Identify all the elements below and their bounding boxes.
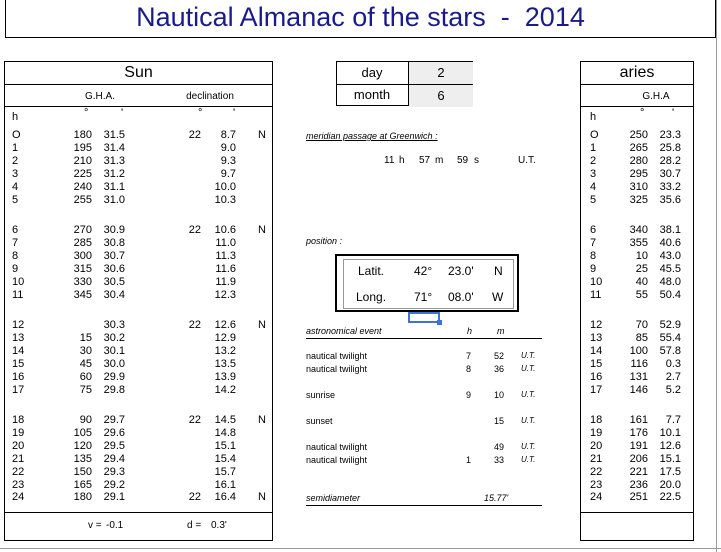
sun-dec-hemisphere: N [258,414,266,426]
sun-dec-min: 15.1 [214,440,236,452]
event-minute: 36 [493,364,504,374]
event-ut: U.T. [521,442,536,451]
sun-hour: 9 [12,263,19,275]
aries-hour: 13 [590,332,603,344]
sun-header: Sun [124,64,153,81]
event-ut: U.T. [521,390,536,399]
event-h-header: h [467,326,473,336]
sun-hour: 12 [12,319,25,331]
aries-gha-min: 35.6 [659,194,681,206]
latitude-degrees[interactable]: 42° [414,264,433,278]
sun-dec-deg: 22 [188,129,201,141]
aries-gha-min: 48.0 [659,276,681,288]
sun-gha-deg: 180 [73,491,92,503]
aries-gha-deg: 206 [629,453,648,465]
aries-hour: 21 [590,453,603,465]
aries-gha-min: 55.4 [659,332,681,344]
aries-gha-min: 17.5 [659,466,681,478]
sun-dec-header: declination [186,91,234,102]
aries-hour: 19 [590,427,603,439]
aries-gha-deg: 250 [629,129,648,141]
aries-gha-min: 15.1 [659,453,681,465]
sun-gha-deg: 150 [73,466,92,478]
aries-header: aries [619,64,655,81]
aries-gha-deg: 355 [629,237,648,249]
aries-gha-deg: 325 [629,194,648,206]
aries-hour: 6 [590,224,597,236]
sun-footer-divider [4,512,273,513]
aries-gha-min: 33.2 [659,181,681,193]
sun-dec-min: 12.6 [214,319,236,331]
aries-gha-min: 40.6 [659,237,681,249]
sun-dec-min: 14.2 [214,384,236,396]
aries-gha-deg: 70 [635,319,648,331]
sun-gha-deg: 285 [73,237,92,249]
aries-gha-deg: 55 [635,289,648,301]
aries-gha-min: 23.3 [659,129,681,141]
sun-dec-min: 11.9 [215,276,236,288]
aries-hour: 8 [590,250,597,262]
aries-hour: 2 [590,155,597,167]
aries-gha-min: 38.1 [659,224,681,236]
sun-dec-deg-label: ° [198,107,203,119]
aries-hour: 12 [590,319,603,331]
event-hour: 9 [465,390,471,400]
semidiameter-underline [306,505,542,506]
event-name: nautical twilight [306,442,368,452]
sun-hour: 5 [12,194,19,206]
sun-gha-deg: 180 [73,129,92,141]
sun-dec-deg: 22 [188,224,201,236]
selected-cell-handle[interactable] [437,320,442,325]
meridian-hours: 11 [384,155,395,166]
sun-dec-hemisphere: N [258,224,266,236]
sun-gha-deg: 330 [73,276,92,288]
sun-gha-min: 30.3 [103,319,125,331]
sun-gha-deg: 90 [79,414,92,426]
sun-gha-deg: 75 [79,384,92,396]
sun-d-label: d = [187,520,202,531]
aries-gha-deg: 116 [630,358,648,370]
sun-dec-deg: 22 [188,319,201,331]
event-minute: 52 [493,351,504,361]
aries-gha-deg: 25 [635,263,648,275]
sun-hour: 24 [12,491,25,503]
sun-gha-min: 30.1 [103,345,125,357]
aries-deg-label: ° [640,107,645,119]
aries-gha-min: 5.2 [665,384,681,396]
sun-hour: 6 [12,224,19,236]
sun-gha-min: 29.1 [103,491,125,503]
sun-hour: 20 [12,440,25,452]
sun-gha-header: G.H.A. [84,91,115,102]
aries-hour: 18 [590,414,603,426]
sun-gha-min: 30.4 [103,289,125,301]
sun-hour: 7 [12,237,19,249]
event-header: astronomical event [306,326,382,336]
sun-gha-min: 29.6 [103,427,125,439]
sun-gha-min: 30.9 [103,224,125,236]
aries-gha-min: 10.1 [659,427,681,439]
aries-hour: 20 [590,440,603,452]
aries-gha-deg: 221 [629,466,648,478]
aries-gha-deg: 161 [629,414,648,426]
sun-hour: O [12,129,21,141]
sun-dec-min: 15.4 [214,453,236,465]
aries-hour: 11 [590,289,602,301]
aries-hour: 16 [590,371,603,383]
aries-min-label: ' [672,107,675,119]
sun-dec-min: 16.4 [214,491,236,503]
sun-gha-min-label: ' [121,107,124,119]
sun-gha-deg: 165 [73,479,92,491]
latitude-label: Latit. [358,264,385,278]
event-minute: 33 [493,455,504,465]
aries-gha-deg: 10 [635,250,648,262]
event-hour: 1 [465,455,471,465]
sun-dec-min: 9.3 [220,155,236,167]
aries-footer-divider [580,512,694,513]
sun-hour: 10 [12,276,25,288]
event-ut: U.T. [521,364,536,373]
sun-gha-min: 30.7 [103,250,125,262]
sun-dec-min: 8.7 [220,129,236,141]
sun-gha-deg: 15 [79,332,92,344]
aries-gha-min: 22.5 [659,491,681,503]
aries-hour: 9 [590,263,597,275]
position-label: position : [306,236,343,246]
sun-dec-min: 10.0 [214,181,236,193]
aries-gha-min: 25.8 [659,142,681,154]
meridian-seconds-unit: s [474,155,479,166]
event-name: nautical twilight [306,455,368,465]
sun-gha-deg: 105 [73,427,92,439]
sun-gha-min: 30.0 [103,358,125,370]
aries-hour: 17 [590,384,603,396]
aries-gha-min: 7.7 [665,414,681,426]
event-header-underline [306,338,542,339]
aries-gha-deg: 251 [629,491,648,503]
sun-gha-min: 31.1 [103,181,125,193]
event-ut: U.T. [521,455,536,464]
aries-hour: 14 [590,345,603,357]
aries-gha-min: 50.4 [659,289,681,301]
aries-hour: 23 [590,479,603,491]
event-name: nautical twilight [306,364,368,374]
sun-dec-min: 14.8 [214,427,236,439]
aries-gha-min: 20.0 [659,479,681,491]
aries-gha-min: 43.0 [659,250,681,262]
selected-cell-cursor[interactable] [408,312,440,323]
right-edge-line [716,0,717,552]
sun-gha-deg: 45 [79,358,92,370]
sun-gha-deg: 300 [73,250,92,262]
meridian-label: meridian passage at Greenwich : [306,131,438,141]
latitude-minutes[interactable]: 23.0' [448,264,474,278]
event-name: sunset [306,416,333,426]
sun-dec-min: 11.3 [215,250,236,262]
sun-dec-min: 10.6 [214,224,236,236]
sun-h-label: h [12,111,19,123]
sun-gha-min: 30.6 [103,263,125,275]
sun-dec-min: 15.7 [214,466,236,478]
event-hour: 8 [465,364,471,374]
sun-hour: 17 [12,384,25,396]
sun-gha-min: 30.2 [103,332,125,344]
sun-hour: 1 [12,142,19,154]
sun-dec-min: 12.3 [214,289,236,301]
sun-gha-min: 29.2 [103,479,125,491]
page-title: Nautical Almanac of the stars - 2014 [136,2,585,32]
sun-gha-min: 29.5 [103,440,125,452]
sun-gha-deg-label: ° [84,107,89,119]
aries-gha-deg: 146 [629,384,648,396]
sun-gha-min: 31.0 [103,194,125,206]
aries-gha-deg: 295 [629,168,648,180]
meridian-hours-unit: h [399,155,405,166]
semidiameter-value: 15.77' [484,493,509,503]
meridian-seconds: 59 [457,155,469,166]
sun-gha-deg: 225 [73,168,92,180]
sun-hour: 16 [12,371,25,383]
sun-gha-deg: 345 [73,289,92,301]
sun-gha-deg: 240 [73,181,92,193]
aries-gha-deg: 236 [629,479,648,491]
sun-v-value: -0.1 [106,520,124,531]
sun-gha-min: 31.4 [103,142,125,154]
sun-dec-deg: 22 [188,414,201,426]
aries-gha-deg: 100 [629,345,648,357]
event-hour: 7 [465,351,471,361]
sun-hour: 18 [12,414,25,426]
sun-dec-min: 9.0 [220,142,236,154]
aries-gha-min: 0.3 [665,358,681,370]
aries-gha-min: 28.2 [659,155,681,167]
aries-gha-min: 52.9 [659,319,681,331]
sun-dec-min: 13.9 [214,371,236,383]
aries-gha-deg: 85 [635,332,648,344]
aries-gha-min: 2.7 [665,371,681,383]
aries-gha-deg: 131 [629,371,648,383]
aries-gha-deg: 340 [629,224,648,236]
sun-dec-min: 14.5 [214,414,236,426]
sun-v-label: v = [88,520,102,531]
sun-gha-deg: 270 [73,224,92,236]
aries-gha-deg: 280 [629,155,648,167]
sun-gha-deg: 210 [73,155,92,167]
event-minute: 49 [493,442,504,452]
day-label: day [361,65,383,80]
sun-dec-hemisphere: N [258,129,266,141]
sun-gha-deg: 255 [73,194,92,206]
sun-d-value: 0.3' [211,520,227,531]
aries-gha-deg: 191 [629,440,648,452]
longitude-hemisphere[interactable]: W [492,290,504,304]
meridian-minutes-unit: m [435,155,444,166]
aries-units-divider [580,106,694,107]
event-m-header: m [497,326,505,336]
aries-gha-min: 12.6 [659,440,681,452]
month-label: month [353,87,391,102]
event-name: sunrise [306,390,336,400]
aries-gha-min: 45.5 [659,263,681,275]
event-ut: U.T. [521,416,536,425]
event-minute: 10 [493,390,504,400]
meridian-ut: U.T. [518,155,536,166]
longitude-label: Long. [356,290,387,304]
sun-gha-min: 31.5 [103,129,125,141]
sun-dec-min: 11.6 [215,263,236,275]
meridian-minutes: 57 [419,155,431,166]
aries-header-divider [580,84,694,85]
aries-gha-header: G.H.A [642,91,670,102]
aries-hour: 4 [590,181,597,193]
sun-hour: 15 [12,358,25,370]
bottom-edge-line [0,548,721,549]
semidiameter-label: semidiameter [306,493,361,503]
event-name: nautical twilight [306,351,368,361]
month-value[interactable]: 6 [409,85,473,107]
sun-dec-min: 13.2 [214,345,236,357]
sun-hour: 14 [12,345,25,357]
sun-dec-min: 13.5 [214,358,236,370]
event-minute: 15 [493,416,504,426]
day-value[interactable]: 2 [409,62,473,84]
event-ut: U.T. [521,351,536,360]
sun-gha-min: 31.3 [103,155,125,167]
aries-hour: 5 [590,194,597,206]
sun-gha-min: 29.4 [103,453,125,465]
latitude-hemisphere[interactable]: N [494,264,503,278]
sun-hour: 19 [12,427,25,439]
aries-hour: 3 [590,168,597,180]
aries-hour: O [590,129,599,141]
sun-dec-min: 10.3 [214,194,236,206]
sun-gha-deg: 120 [73,440,92,452]
aries-hour: 15 [590,358,603,370]
sun-dec-deg: 22 [188,491,201,503]
aries-hour: 24 [590,491,603,503]
longitude-minutes[interactable]: 08.0' [448,290,474,304]
sun-gha-min: 29.8 [103,384,125,396]
sun-gha-min: 29.7 [103,414,125,426]
sun-hour: 21 [12,453,25,465]
sun-gha-min: 29.3 [103,466,125,478]
aries-hour: 1 [590,142,597,154]
sun-dec-min: 9.7 [220,168,236,180]
sun-gha-min: 29.9 [103,371,125,383]
sun-hour: 4 [12,181,19,193]
sun-gha-deg: 315 [73,263,92,275]
sun-hour: 8 [12,250,19,262]
sun-gha-deg: 135 [73,453,92,465]
sun-gha-min: 30.5 [103,276,125,288]
aries-h-label: h [590,111,597,123]
sun-dec-min: 12.9 [214,332,236,344]
sun-dec-hemisphere: N [258,491,266,503]
sun-hour: 3 [12,168,19,180]
sun-hour: 2 [12,155,19,167]
sun-gha-deg: 195 [73,142,92,154]
sun-dec-hemisphere: N [258,319,266,331]
aries-gha-deg: 310 [629,181,648,193]
sun-hour: 11 [12,289,24,301]
aries-gha-deg: 40 [635,276,648,288]
sun-hour: 13 [12,332,25,344]
aries-gha-min: 57.8 [659,345,681,357]
aries-hour: 10 [590,276,603,288]
sun-hour: 23 [12,479,25,491]
aries-hour: 7 [590,237,597,249]
sun-gha-deg: 60 [79,371,92,383]
longitude-degrees[interactable]: 71° [414,290,433,304]
sun-dec-min: 16.1 [214,479,236,491]
aries-gha-deg: 265 [629,142,648,154]
sun-gha-min: 31.2 [103,168,125,180]
aries-hour: 22 [590,466,603,478]
sun-dec-min-label: ' [233,107,236,119]
sun-hour: 22 [12,466,25,478]
aries-gha-min: 30.7 [659,168,681,180]
sun-gha-min: 30.8 [103,237,125,249]
sun-gha-deg: 30 [79,345,92,357]
sun-header-divider [4,84,273,85]
sun-dec-min: 11.0 [215,237,236,249]
aries-gha-deg: 176 [629,427,648,439]
